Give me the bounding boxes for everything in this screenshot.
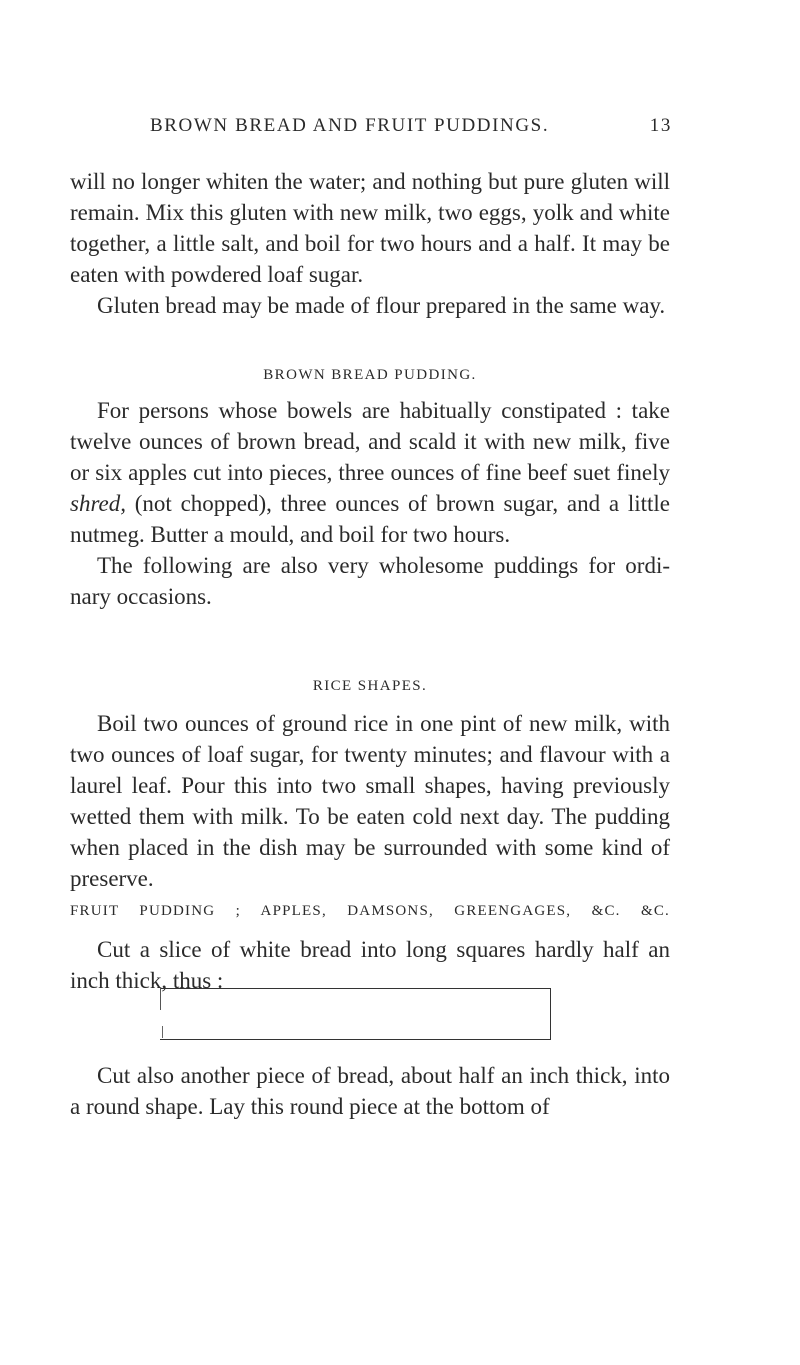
intro-paragraph-1: will no longer whiten the water; and nothing but pure gluten will remain. Mix this gluten with new milk, two eggs, yolk and white together, a little salt, and boil for two hours and a half. It may be eaten with powdered loaf sugar. [70,169,670,287]
running-head-title: BROWN BREAD AND FRUIT PUDDINGS. [150,115,550,136]
section-heading-fruit-pudding: FRUIT PUDDING ; APPLES, DAMSONS, GREENGAGES, &C. &C. [70,903,670,919]
fruit-pudding-paragraph-2: Cut also another piece of bread, about half an inch thick, into a round shape. Lay this round piece at the bottom of [70,1063,670,1119]
recipe-italic-word: shred, [70,491,127,516]
section-heading-rice-shapes: RICE SHAPES. [312,678,428,694]
rice-shapes-section [70,708,670,894]
brown-bread-pudding-section [70,395,670,612]
section-heading-brown-bread-pudding: BROWN BREAD PUDDING. [263,367,477,383]
recipe-text: (not chopped), three ounces of brown sugar, and a little nutmeg. Butter a mould, and boil for two hours. [70,491,670,547]
bread-slice-left-edge [160,988,161,1010]
bread-slice-left-edge-lower [162,1026,163,1038]
recipe-text: For persons whose bowels are habitually constipated : take twelve ounces of brown bread, and scald it with new milk, five or six apples cut into pieces, three ounces of fine beef suet finely [70,398,670,485]
brown-bread-pudding-paragraph-2: The following are also very wholesome puddings for ordi- nary occasions. [70,553,670,609]
fruit-pudding-continuation [70,1060,670,1122]
bread-slice-diagram [160,988,552,1040]
bread-slice-rectangle [160,988,551,1040]
fruit-pudding-paragraph-1: Cut a slice of white bread into long squares hardly half an inch thick, thus : [70,937,670,993]
rice-shapes-paragraph: Boil two ounces of ground rice in one pint of new milk, with two ounces of loaf sugar, for twenty minutes; and flavour with a laurel leaf. Pour this into two small shapes, having previously wetted them with milk. To be eaten cold next day. The pudding when placed in the dish may be surrounded with some kind of preserve. [70,711,670,891]
intro-section [70,166,670,321]
fruit-pudding-section [70,934,670,996]
page-number: 13 [649,115,672,136]
intro-paragraph-2: Gluten bread may be made of flour prepared in the same way. [97,293,666,318]
brown-bread-pudding-paragraph-1 [70,395,670,550]
